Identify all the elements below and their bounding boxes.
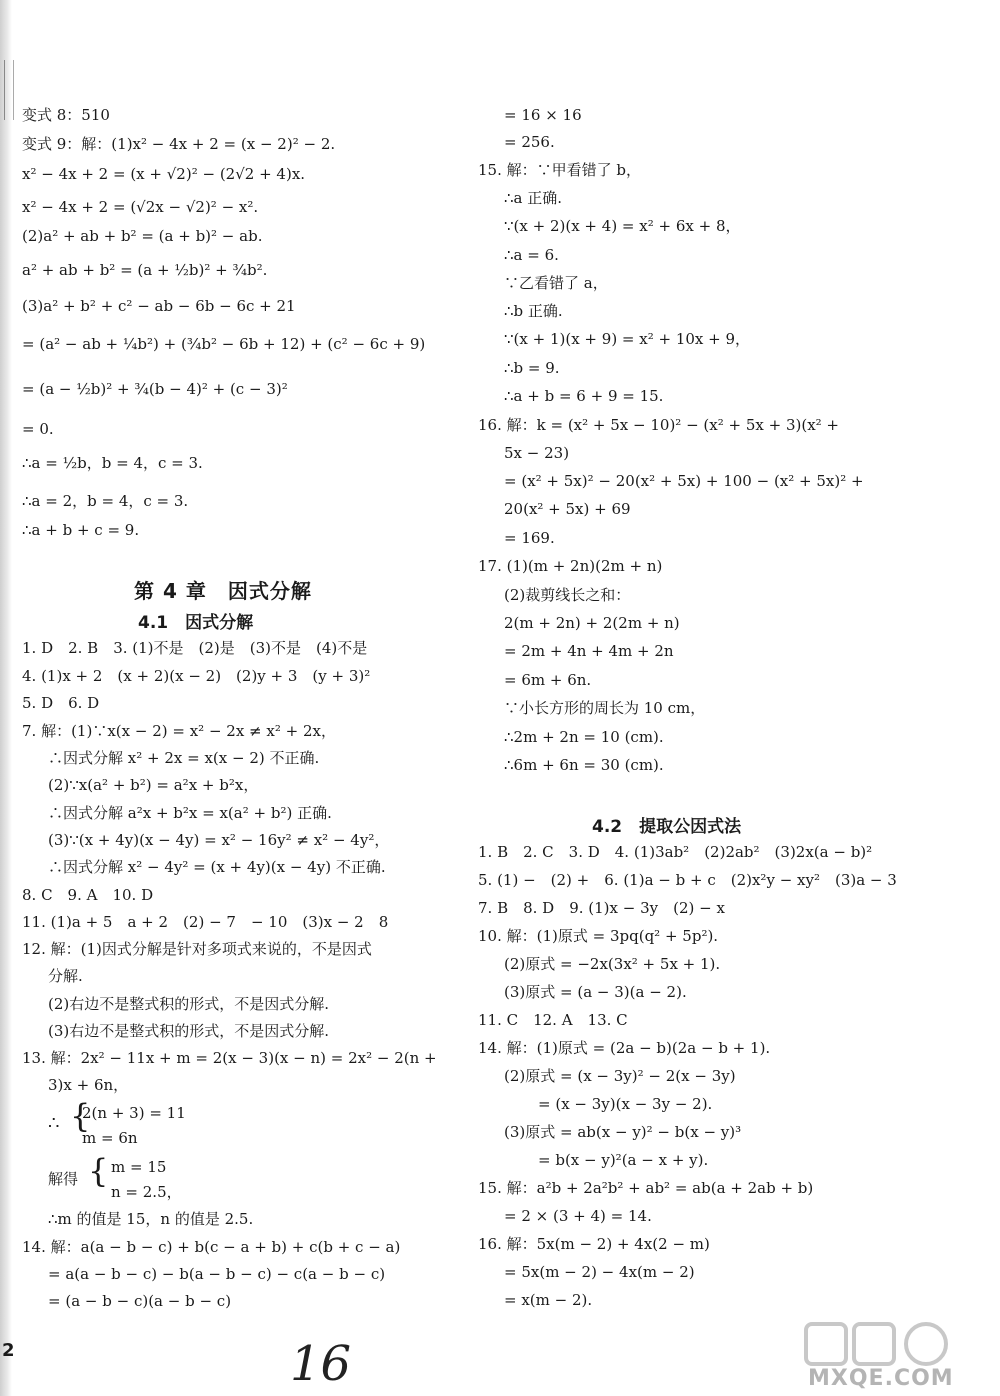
- answer-line: ∴b 正确.: [504, 302, 563, 320]
- section-title: 4.2 提取公因式法: [592, 817, 742, 837]
- answer-line: = 16 × 16: [504, 106, 582, 124]
- answer-line: ∴a = ½b，b = 4，c = 3.: [22, 454, 203, 472]
- therefore-symbol: ∴: [48, 1113, 60, 1134]
- answer-line: (2)右边不是整式积的形式，不是因式分解.: [48, 995, 330, 1013]
- answer-line: 变式 8：510: [22, 106, 110, 124]
- answer-line: 7. 解：(1)∵x(x − 2) = x² − 2x ≠ x² + 2x，: [22, 722, 336, 740]
- answer-line: = (a² − ab + ¼b²) + (¾b² − 6b + 12) + (c² − 6c + 9): [22, 335, 426, 353]
- system-equation: 2(n + 3) = 11: [82, 1104, 186, 1122]
- answer-line: (2)裁剪线长之和：: [504, 586, 631, 604]
- answer-line: 1. B 2. C 3. D 4. (1)3ab² (2)2ab² (3)2x(a − b)²: [478, 843, 873, 861]
- answer-line: 4. (1)x + 2 (x + 2)(x − 2) (2)y + 3 (y + 3)²: [22, 667, 371, 685]
- answer-line: ∴因式分解 a²x + b²x = x(a² + b²) 正确.: [48, 804, 332, 822]
- answer-line: x² − 4x + 2 = (√2x − √2)² − x².: [22, 198, 259, 216]
- answer-line: a² + ab + b² = (a + ½b)² + ¾b².: [22, 261, 268, 279]
- answer-line: ∴因式分解 x² + 2x = x(x − 2) 不正确.: [48, 749, 320, 767]
- answer-line: 14. 解：(1)原式 = (2a − b)(2a − b + 1).: [478, 1039, 771, 1057]
- answer-line: ∵小长方形的周长为 10 cm，: [504, 699, 706, 717]
- answer-line: = 2 × (3 + 4) = 14.: [504, 1207, 652, 1225]
- answer-line: 5. (1) − (2) + 6. (1)a − b + c (2)x²y − xy² (3)a − 3: [478, 871, 897, 889]
- section-title: 4.1 因式分解: [138, 613, 254, 633]
- answer-line: = b(x − y)²(a − x + y).: [538, 1151, 709, 1169]
- answer-line: = (a − b − c)(a − b − c): [48, 1292, 232, 1310]
- page-number: 2: [2, 1340, 15, 1361]
- system-solution: m = 15: [111, 1158, 167, 1176]
- answer-line: (2)原式 = (x − 3y)² − 2(x − 3y): [504, 1067, 736, 1085]
- answer-line: (2)a² + ab + b² = (a + b)² − ab.: [22, 227, 263, 245]
- answer-line: = a(a − b − c) − b(a − b − c) − c(a − b − c): [48, 1265, 386, 1283]
- answer-line: 分解.: [48, 967, 83, 985]
- answer-line: ∴m 的值是 15，n 的值是 2.5.: [48, 1210, 254, 1228]
- system-solution: n = 2.5，: [111, 1183, 182, 1201]
- answer-line: (2)原式 = −2x(3x² + 5x + 1).: [504, 955, 721, 973]
- answer-line: ∴a + b + c = 9.: [22, 521, 140, 539]
- answer-line: ∴a = 2，b = 4，c = 3.: [22, 492, 189, 510]
- answer-line: 16. 解：5x(m − 2) + 4x(2 − m): [478, 1235, 710, 1253]
- binding-marks: [4, 60, 14, 120]
- answer-line: 13. 解：2x² − 11x + m = 2(x − 3)(x − n) = 2x² − 2(n +: [22, 1049, 437, 1067]
- answer-line: 15. 解：a²b + 2a²b² + ab² = ab(a + 2ab + b): [478, 1179, 814, 1197]
- answer-line: = x(m − 2).: [504, 1291, 593, 1309]
- answer-line: 8. C 9. A 10. D: [22, 886, 154, 904]
- answer-line: ∵(x + 2)(x + 4) = x² + 6x + 8，: [504, 217, 741, 235]
- answer-line: 20(x² + 5x) + 69: [504, 500, 631, 518]
- system-equation: m = 6n: [82, 1129, 138, 1147]
- answer-line: 10. 解：(1)原式 = 3pq(q² + 5p²).: [478, 927, 719, 945]
- answer-line: = 6m + 6n.: [504, 671, 592, 689]
- answer-line: ∴因式分解 x² − 4y² = (x + 4y)(x − 4y) 不正确.: [48, 858, 386, 876]
- answer-line: = (x − 3y)(x − 3y − 2).: [538, 1095, 713, 1113]
- answer-line: ∵(x + 1)(x + 9) = x² + 10x + 9，: [504, 330, 751, 348]
- answer-line: (3)∵(x + 4y)(x − 4y) = x² − 16y² ≠ x² − 4y²，: [48, 831, 390, 849]
- page-binding-edge: [0, 0, 12, 1396]
- answer-line: 15. 解：∵甲看错了 b，: [478, 161, 641, 179]
- answer-line: = 169.: [504, 529, 555, 547]
- answer-line: (3)右边不是整式积的形式，不是因式分解.: [48, 1022, 330, 1040]
- answer-line: 2(m + 2n) + 2(2m + n): [504, 614, 680, 632]
- answer-line: ∴a = 6.: [504, 246, 559, 264]
- answer-line: = 5x(m − 2) − 4x(m − 2): [504, 1263, 695, 1281]
- answer-line: 17. (1)(m + 2n)(2m + n): [478, 557, 663, 575]
- answer-line: x² − 4x + 2 = (x + √2)² − (2√2 + 4)x.: [22, 165, 306, 183]
- answer-line: 5. D 6. D: [22, 694, 100, 712]
- answer-line: ∴b = 9.: [504, 359, 560, 377]
- answer-line: = 2m + 4n + 4m + 2n: [504, 642, 674, 660]
- brace: {: [70, 1097, 91, 1135]
- solve-label: 解得: [48, 1170, 79, 1188]
- answer-line: ∴6m + 6n = 30 (cm).: [504, 756, 664, 774]
- answer-line: = 0.: [22, 420, 54, 438]
- answer-line: 12. 解：(1)因式分解是针对多项式来说的，不是因式: [22, 940, 372, 958]
- answer-line: (3)原式 = (a − 3)(a − 2).: [504, 983, 687, 1001]
- chapter-title: 第 4 章 因式分解: [134, 579, 312, 603]
- answer-line: 变式 9：解：(1)x² − 4x + 2 = (x − 2)² − 2.: [22, 135, 336, 153]
- answer-line: = 256.: [504, 133, 555, 151]
- answer-line: (2)∵x(a² + b²) = a²x + b²x，: [48, 776, 259, 794]
- answer-line: 7. B 8. D 9. (1)x − 3y (2) − x: [478, 899, 725, 917]
- answer-line: = (a − ½b)² + ¾(b − 4)² + (c − 3)²: [22, 380, 288, 398]
- handwritten-note: 16: [290, 1336, 352, 1392]
- answer-line: (3)a² + b² + c² − ab − 6b − 6c + 21: [22, 297, 296, 315]
- answer-line: (3)原式 = ab(x − y)² − b(x − y)³: [504, 1123, 742, 1141]
- brace: {: [88, 1152, 109, 1190]
- watermark-text: MXQE.COM: [808, 1366, 954, 1391]
- answer-line: 16. 解：k = (x² + 5x − 10)² − (x² + 5x + 3)(x² +: [478, 416, 840, 434]
- answer-line: ∴2m + 2n = 10 (cm).: [504, 728, 664, 746]
- answer-line: = (x² + 5x)² − 20(x² + 5x) + 100 − (x² + 5x)² +: [504, 472, 864, 490]
- answer-line: 5x − 23): [504, 444, 570, 462]
- answer-line: 3)x + 6n，: [48, 1076, 129, 1094]
- answer-line: 11. C 12. A 13. C: [478, 1011, 628, 1029]
- answer-line: 11. (1)a + 5 a + 2 (2) − 7 − 10 (3)x − 2 8: [22, 913, 389, 931]
- answer-line: ∴a 正确.: [504, 189, 563, 207]
- answer-line: ∴a + b = 6 + 9 = 15.: [504, 387, 664, 405]
- answer-line: 1. D 2. B 3. (1)不是 (2)是 (3)不是 (4)不是: [22, 639, 368, 657]
- answer-line: 14. 解：a(a − b − c) + b(c − a + b) + c(b + c − a): [22, 1238, 401, 1256]
- answer-line: ∵乙看错了 a，: [504, 274, 608, 292]
